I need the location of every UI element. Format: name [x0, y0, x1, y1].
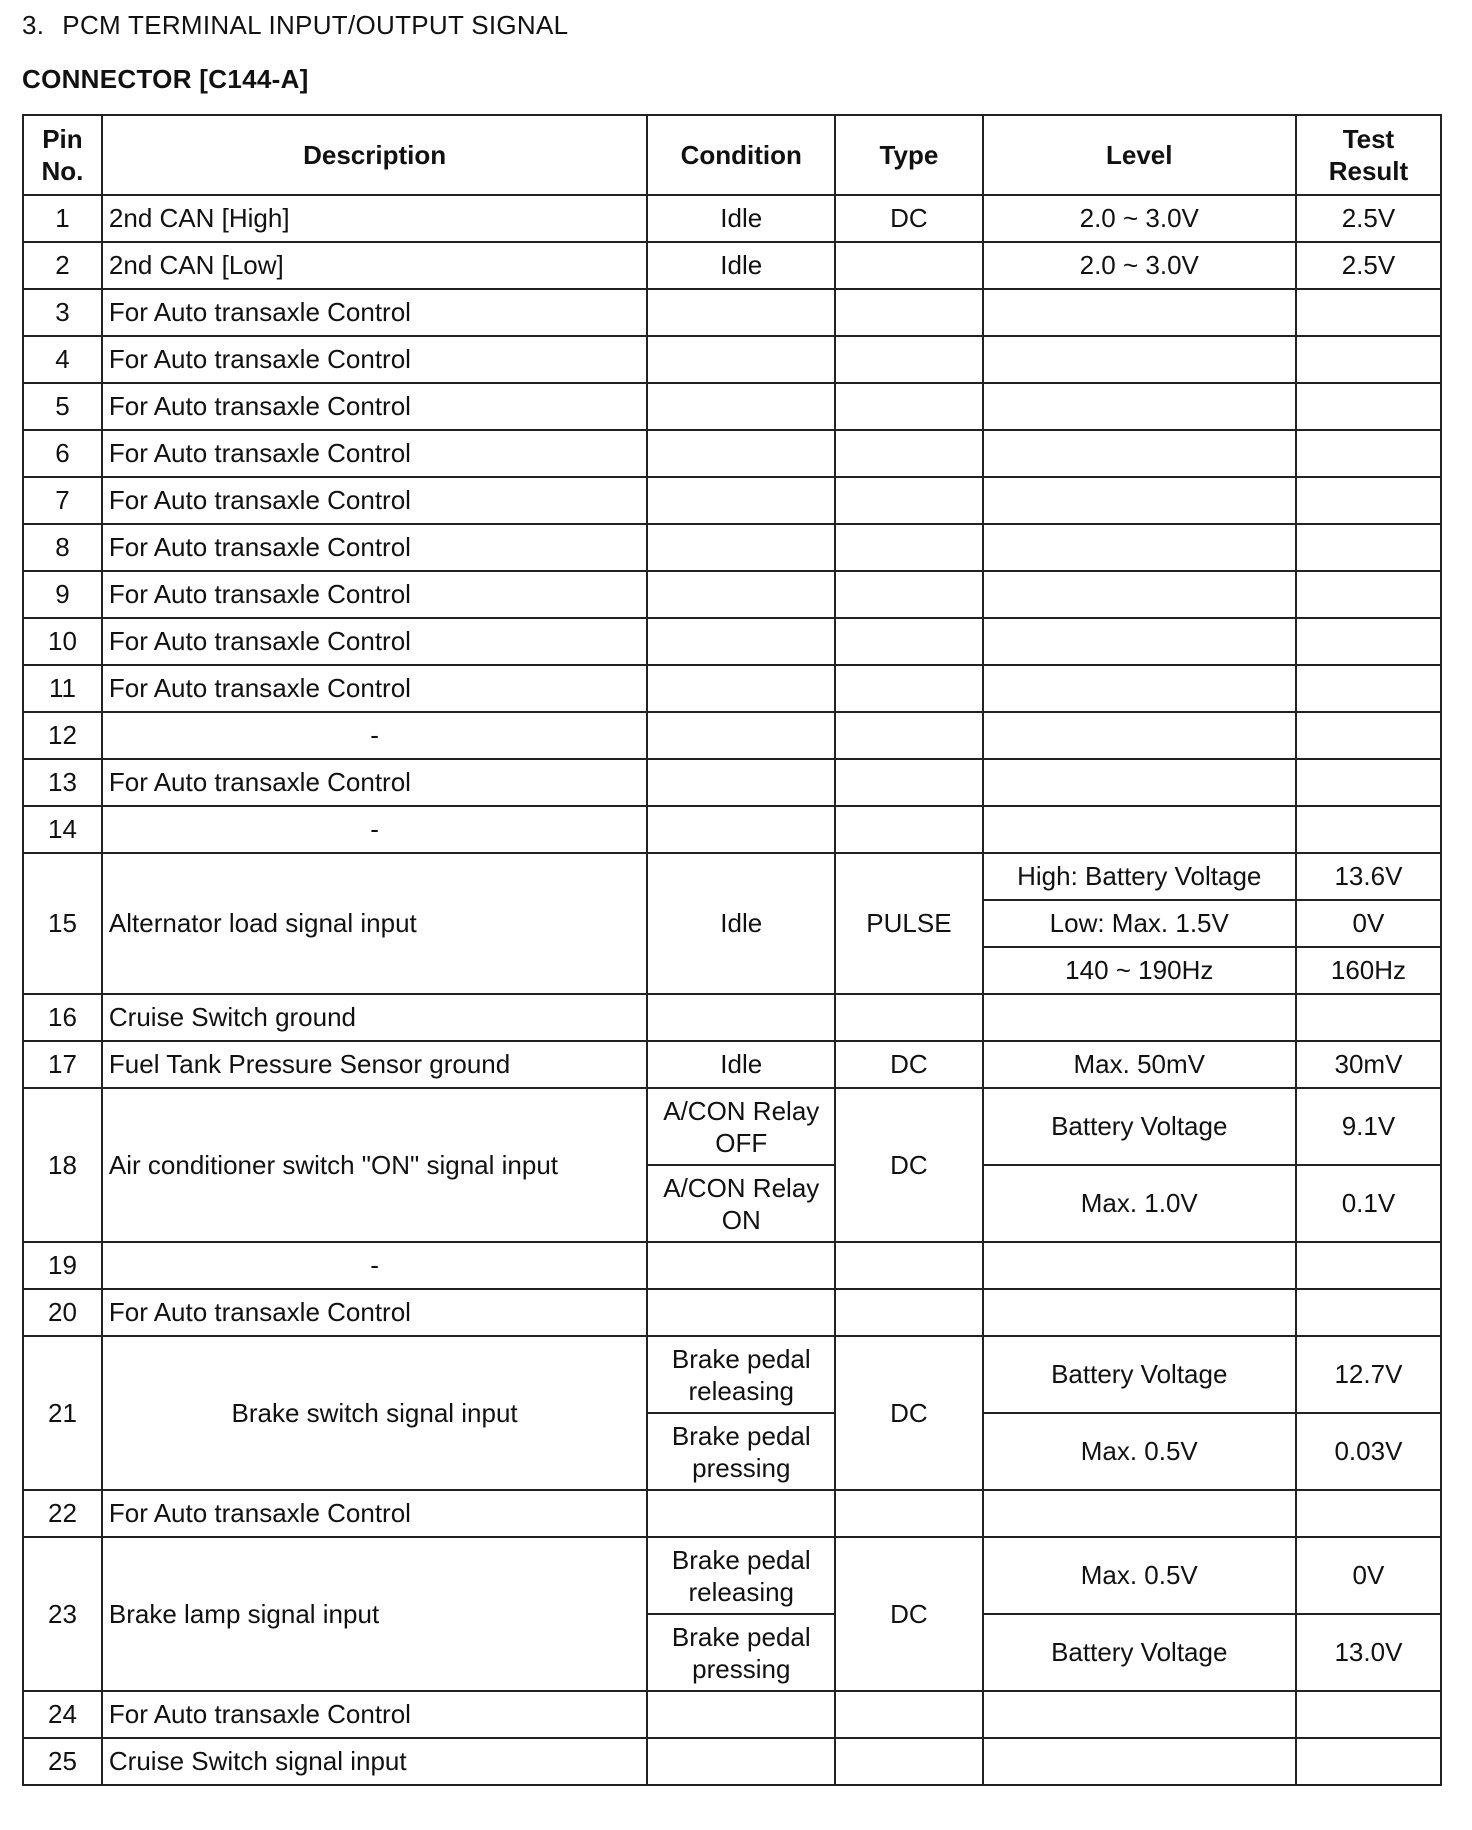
- result-cell: [1296, 1738, 1441, 1785]
- condition-cell: Idle: [647, 242, 835, 289]
- table-row: [23, 806, 1441, 853]
- condition-cell: [647, 665, 835, 712]
- table-row: [23, 712, 1441, 759]
- result-cell: [1296, 1691, 1441, 1738]
- table-row: [23, 665, 1441, 712]
- header-test-result: Test Result: [1296, 115, 1441, 195]
- table-header-row: [23, 115, 1441, 195]
- result-cell: 2.5V: [1296, 195, 1441, 242]
- description-cell: For Auto transaxle Control: [102, 759, 647, 806]
- condition-cell: Idle: [647, 195, 835, 242]
- table-row: [23, 1691, 1441, 1738]
- table-row: [23, 1289, 1441, 1336]
- level-cell: [983, 806, 1296, 853]
- type-cell: [835, 1738, 982, 1785]
- level-cell: 2.0 ~ 3.0V: [983, 195, 1296, 242]
- level-cell: High: Battery Voltage: [983, 853, 1296, 900]
- level-cell: Battery Voltage: [983, 1614, 1296, 1691]
- table-row: [23, 1041, 1441, 1088]
- level-cell: Max. 1.0V: [983, 1165, 1296, 1242]
- pin-number: 11: [23, 665, 102, 712]
- header-type: Type: [835, 115, 982, 195]
- table-row: [23, 195, 1441, 242]
- pin-number: 22: [23, 1490, 102, 1537]
- condition-cell: Brake pedal releasing: [647, 1336, 835, 1413]
- condition-cell: [647, 383, 835, 430]
- table-row: [23, 1336, 1441, 1413]
- table-row: [23, 242, 1441, 289]
- description-cell: 2nd CAN [Low]: [102, 242, 647, 289]
- result-cell: [1296, 383, 1441, 430]
- pin-number: 23: [23, 1537, 102, 1691]
- type-cell: DC: [835, 1336, 982, 1490]
- condition-cell: [647, 618, 835, 665]
- result-cell: 9.1V: [1296, 1088, 1441, 1165]
- header-condition: Condition: [647, 115, 835, 195]
- result-cell: [1296, 477, 1441, 524]
- type-cell: [835, 665, 982, 712]
- description-cell: Cruise Switch signal input: [102, 1738, 647, 1785]
- condition-cell: [647, 336, 835, 383]
- description-cell: For Auto transaxle Control: [102, 524, 647, 571]
- type-cell: [835, 806, 982, 853]
- result-cell: 0V: [1296, 1537, 1441, 1614]
- table-row: [23, 289, 1441, 336]
- level-cell: [983, 1289, 1296, 1336]
- result-cell: [1296, 712, 1441, 759]
- table-row: [23, 1490, 1441, 1537]
- description-cell: For Auto transaxle Control: [102, 1289, 647, 1336]
- description-cell: 2nd CAN [High]: [102, 195, 647, 242]
- header-description: Description: [102, 115, 647, 195]
- description-cell: For Auto transaxle Control: [102, 665, 647, 712]
- level-cell: Max. 50mV: [983, 1041, 1296, 1088]
- description-cell: -: [102, 712, 647, 759]
- condition-cell: [647, 571, 835, 618]
- condition-cell: [647, 430, 835, 477]
- level-cell: 2.0 ~ 3.0V: [983, 242, 1296, 289]
- result-cell: [1296, 994, 1441, 1041]
- description-cell: Air conditioner switch "ON" signal input: [102, 1088, 647, 1242]
- level-cell: [983, 618, 1296, 665]
- pin-number: 5: [23, 383, 102, 430]
- level-cell: [983, 712, 1296, 759]
- description-cell: -: [102, 1242, 647, 1289]
- result-cell: [1296, 1289, 1441, 1336]
- level-cell: Low: Max. 1.5V: [983, 900, 1296, 947]
- pin-number: 9: [23, 571, 102, 618]
- header-level: Level: [983, 115, 1296, 195]
- table-row: [23, 524, 1441, 571]
- level-cell: [983, 994, 1296, 1041]
- section-number: 3.: [22, 10, 45, 40]
- result-cell: 160Hz: [1296, 947, 1441, 994]
- condition-cell: [647, 524, 835, 571]
- type-cell: [835, 336, 982, 383]
- table-row: [23, 383, 1441, 430]
- section-heading: [22, 10, 568, 41]
- description-cell: For Auto transaxle Control: [102, 336, 647, 383]
- pin-number: 4: [23, 336, 102, 383]
- condition-cell: [647, 1490, 835, 1537]
- level-cell: [983, 1242, 1296, 1289]
- description-cell: For Auto transaxle Control: [102, 289, 647, 336]
- table-row: [23, 1088, 1441, 1165]
- pin-number: 14: [23, 806, 102, 853]
- condition-cell: [647, 712, 835, 759]
- level-cell: [983, 759, 1296, 806]
- condition-cell: Idle: [647, 853, 835, 994]
- pin-number: 24: [23, 1691, 102, 1738]
- table-row: [23, 571, 1441, 618]
- type-cell: [835, 289, 982, 336]
- condition-cell: [647, 289, 835, 336]
- type-cell: DC: [835, 1537, 982, 1691]
- result-cell: [1296, 430, 1441, 477]
- condition-cell: Idle: [647, 1041, 835, 1088]
- level-cell: [983, 477, 1296, 524]
- table-row: [23, 430, 1441, 477]
- result-cell: 0V: [1296, 900, 1441, 947]
- condition-cell: Brake pedal pressing: [647, 1614, 835, 1691]
- description-cell: For Auto transaxle Control: [102, 383, 647, 430]
- condition-cell: Brake pedal releasing: [647, 1537, 835, 1614]
- level-cell: [983, 1738, 1296, 1785]
- type-cell: [835, 1490, 982, 1537]
- type-cell: [835, 571, 982, 618]
- pin-number: 15: [23, 853, 102, 994]
- description-cell: Brake switch signal input: [102, 1336, 647, 1490]
- condition-cell: [647, 1289, 835, 1336]
- description-cell: Brake lamp signal input: [102, 1537, 647, 1691]
- level-cell: Max. 0.5V: [983, 1537, 1296, 1614]
- type-cell: DC: [835, 1041, 982, 1088]
- condition-cell: [647, 477, 835, 524]
- pin-number: 1: [23, 195, 102, 242]
- description-cell: For Auto transaxle Control: [102, 1490, 647, 1537]
- result-cell: 13.6V: [1296, 853, 1441, 900]
- pin-number: 3: [23, 289, 102, 336]
- level-cell: [983, 289, 1296, 336]
- result-cell: [1296, 665, 1441, 712]
- pin-number: 7: [23, 477, 102, 524]
- condition-cell: [647, 1738, 835, 1785]
- pin-number: 20: [23, 1289, 102, 1336]
- table-row: [23, 477, 1441, 524]
- pin-number: 8: [23, 524, 102, 571]
- condition-cell: [647, 1242, 835, 1289]
- type-cell: [835, 712, 982, 759]
- table-row: [23, 336, 1441, 383]
- condition-cell: [647, 806, 835, 853]
- result-cell: [1296, 1242, 1441, 1289]
- description-cell: For Auto transaxle Control: [102, 571, 647, 618]
- table-row: [23, 994, 1441, 1041]
- level-cell: [983, 524, 1296, 571]
- result-cell: [1296, 806, 1441, 853]
- result-cell: [1296, 618, 1441, 665]
- condition-cell: [647, 1691, 835, 1738]
- type-cell: [835, 383, 982, 430]
- level-cell: [983, 571, 1296, 618]
- type-cell: [835, 477, 982, 524]
- description-cell: For Auto transaxle Control: [102, 430, 647, 477]
- level-cell: Max. 0.5V: [983, 1413, 1296, 1490]
- result-cell: 0.03V: [1296, 1413, 1441, 1490]
- level-cell: [983, 1490, 1296, 1537]
- table-row: [23, 618, 1441, 665]
- level-cell: Battery Voltage: [983, 1088, 1296, 1165]
- header-pin: Pin No.: [23, 115, 102, 195]
- result-cell: 30mV: [1296, 1041, 1441, 1088]
- condition-cell: [647, 994, 835, 1041]
- result-cell: 12.7V: [1296, 1336, 1441, 1413]
- pin-number: 25: [23, 1738, 102, 1785]
- description-cell: For Auto transaxle Control: [102, 477, 647, 524]
- description-cell: For Auto transaxle Control: [102, 618, 647, 665]
- type-cell: [835, 994, 982, 1041]
- type-cell: [835, 430, 982, 477]
- description-cell: -: [102, 806, 647, 853]
- pin-number: 10: [23, 618, 102, 665]
- description-cell: Cruise Switch ground: [102, 994, 647, 1041]
- result-cell: [1296, 336, 1441, 383]
- pin-number: 16: [23, 994, 102, 1041]
- type-cell: DC: [835, 195, 982, 242]
- result-cell: 2.5V: [1296, 242, 1441, 289]
- type-cell: PULSE: [835, 853, 982, 994]
- type-cell: [835, 242, 982, 289]
- condition-cell: A/CON Relay OFF: [647, 1088, 835, 1165]
- result-cell: [1296, 289, 1441, 336]
- condition-cell: [647, 759, 835, 806]
- type-cell: [835, 618, 982, 665]
- pin-number: 19: [23, 1242, 102, 1289]
- description-cell: For Auto transaxle Control: [102, 1691, 647, 1738]
- type-cell: [835, 1242, 982, 1289]
- section-title: PCM TERMINAL INPUT/OUTPUT SIGNAL: [62, 10, 569, 40]
- pin-number: 18: [23, 1088, 102, 1242]
- level-cell: [983, 1691, 1296, 1738]
- type-cell: [835, 1691, 982, 1738]
- type-cell: [835, 759, 982, 806]
- table-row: [23, 853, 1441, 900]
- type-cell: DC: [835, 1088, 982, 1242]
- pin-number: 17: [23, 1041, 102, 1088]
- result-cell: [1296, 524, 1441, 571]
- condition-cell: A/CON Relay ON: [647, 1165, 835, 1242]
- level-cell: 140 ~ 190Hz: [983, 947, 1296, 994]
- level-cell: [983, 430, 1296, 477]
- result-cell: [1296, 759, 1441, 806]
- result-cell: 0.1V: [1296, 1165, 1441, 1242]
- description-cell: Alternator load signal input: [102, 853, 647, 994]
- table-row: [23, 1537, 1441, 1614]
- level-cell: [983, 383, 1296, 430]
- table-row: [23, 1738, 1441, 1785]
- pin-number: 13: [23, 759, 102, 806]
- result-cell: 13.0V: [1296, 1614, 1441, 1691]
- result-cell: [1296, 1490, 1441, 1537]
- description-cell: Fuel Tank Pressure Sensor ground: [102, 1041, 647, 1088]
- type-cell: [835, 524, 982, 571]
- condition-cell: Brake pedal pressing: [647, 1413, 835, 1490]
- level-cell: [983, 336, 1296, 383]
- pin-number: 12: [23, 712, 102, 759]
- pin-number: 6: [23, 430, 102, 477]
- result-cell: [1296, 571, 1441, 618]
- level-cell: Battery Voltage: [983, 1336, 1296, 1413]
- pcm-terminal-table: [22, 114, 1442, 1786]
- pin-number: 21: [23, 1336, 102, 1490]
- table-row: [23, 759, 1441, 806]
- pin-number: 2: [23, 242, 102, 289]
- table-row: [23, 1242, 1441, 1289]
- type-cell: [835, 1289, 982, 1336]
- connector-title: CONNECTOR [C144-A]: [22, 64, 309, 94]
- level-cell: [983, 665, 1296, 712]
